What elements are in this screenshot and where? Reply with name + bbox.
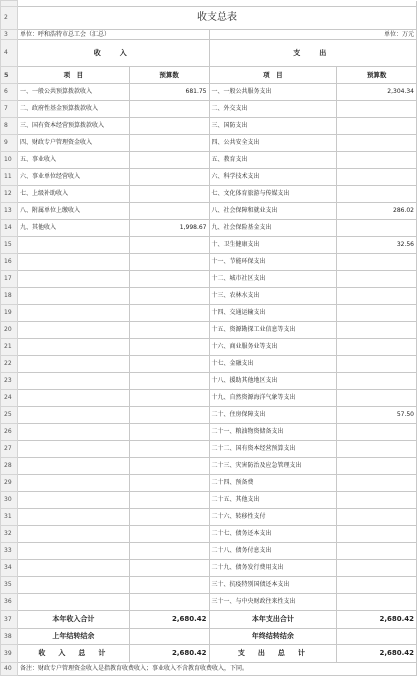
income-amount: 1,998.67 xyxy=(129,220,209,237)
expense-amount xyxy=(337,492,417,509)
expense-amount xyxy=(337,526,417,543)
expense-amount xyxy=(337,390,417,407)
expense-item: 十五、资源勘探工业信息等支出 xyxy=(209,322,337,339)
expense-amount-header: 预算数 xyxy=(337,67,417,84)
expense-item: 七、文化体育旅游与传媒支出 xyxy=(209,186,337,203)
row-number: 36 xyxy=(1,594,18,611)
income-amount xyxy=(129,577,209,594)
income-item xyxy=(17,475,129,492)
expense-item: 年终结转结余 xyxy=(209,629,337,645)
income-item: 本年收入合计 xyxy=(17,611,129,629)
income-amount xyxy=(129,203,209,220)
expense-item: 一、一般公共服务支出 xyxy=(209,84,337,101)
income-amount xyxy=(129,441,209,458)
income-item xyxy=(17,543,129,560)
expense-header: 支 出 xyxy=(209,40,417,67)
table-row xyxy=(1,356,417,373)
row-number: 7 xyxy=(1,101,18,118)
table-row xyxy=(1,441,417,458)
row-number: 32 xyxy=(1,526,18,543)
row-number: 35 xyxy=(1,577,18,594)
income-amount xyxy=(129,135,209,152)
expense-item: 十三、农林水支出 xyxy=(209,288,337,305)
expense-amount xyxy=(337,543,417,560)
table-row xyxy=(1,543,417,560)
expense-item: 二十四、预备费 xyxy=(209,475,337,492)
table-row xyxy=(1,220,417,237)
row-number: 10 xyxy=(1,152,18,169)
table-row xyxy=(1,475,417,492)
expense-amount xyxy=(337,135,417,152)
expense-amount xyxy=(337,577,417,594)
income-amount: 2,680.42 xyxy=(129,645,209,663)
table-row xyxy=(1,407,417,424)
row-number: 11 xyxy=(1,169,18,186)
unit-right: 单位：万元 xyxy=(209,30,417,40)
column-header-row xyxy=(1,67,417,84)
table-row xyxy=(1,203,417,220)
row-number: 39 xyxy=(1,645,18,663)
income-item xyxy=(17,356,129,373)
income-amount xyxy=(129,629,209,645)
table-row xyxy=(1,169,417,186)
income-amount xyxy=(129,526,209,543)
income-item xyxy=(17,526,129,543)
expense-item: 十、卫生健康支出 xyxy=(209,237,337,254)
row-number: 33 xyxy=(1,543,18,560)
row-number: 14 xyxy=(1,220,18,237)
income-amount xyxy=(129,390,209,407)
income-amount xyxy=(129,356,209,373)
income-item xyxy=(17,424,129,441)
income-item: 七、上级补助收入 xyxy=(17,186,129,203)
group-header-row xyxy=(1,40,417,67)
income-item xyxy=(17,492,129,509)
income-item xyxy=(17,577,129,594)
table-row xyxy=(1,339,417,356)
income-item xyxy=(17,441,129,458)
table-row xyxy=(1,118,417,135)
table-row xyxy=(1,237,417,254)
expense-item: 九、社会保险基金支出 xyxy=(209,220,337,237)
table-row xyxy=(1,577,417,594)
table-row xyxy=(1,373,417,390)
expense-amount xyxy=(337,305,417,322)
expense-item: 六、科学技术支出 xyxy=(209,169,337,186)
income-item xyxy=(17,254,129,271)
table-row xyxy=(1,271,417,288)
income-amount xyxy=(129,594,209,611)
row-number: 19 xyxy=(1,305,18,322)
expense-amount xyxy=(337,271,417,288)
income-header: 收 入 xyxy=(17,40,209,67)
expense-item: 八、社会保障和就业支出 xyxy=(209,203,337,220)
row-number: 4 xyxy=(1,40,18,67)
income-item xyxy=(17,339,129,356)
expense-amount xyxy=(337,118,417,135)
expense-amount xyxy=(337,220,417,237)
expense-item: 二十八、债务付息支出 xyxy=(209,543,337,560)
title-row xyxy=(1,7,417,30)
expense-amount xyxy=(337,101,417,118)
income-item xyxy=(17,271,129,288)
row-number: 8 xyxy=(1,118,18,135)
income-item xyxy=(17,594,129,611)
expense-item: 二十、住房保障支出 xyxy=(209,407,337,424)
row-number: 3 xyxy=(1,30,18,40)
expense-amount xyxy=(337,458,417,475)
income-item xyxy=(17,373,129,390)
table-row xyxy=(1,101,417,118)
expense-item: 二十三、灾害防治及应急管理支出 xyxy=(209,458,337,475)
row-number: 15 xyxy=(1,237,18,254)
income-amount xyxy=(129,271,209,288)
income-item: 上年结转结余 xyxy=(17,629,129,645)
expense-amount xyxy=(337,475,417,492)
income-amount xyxy=(129,509,209,526)
row-number: 12 xyxy=(1,186,18,203)
total-row xyxy=(1,645,417,663)
expense-amount: 2,304.34 xyxy=(337,84,417,101)
income-item: 收 入 总 计 xyxy=(17,645,129,663)
expense-item-header: 项 目 xyxy=(209,67,337,84)
row-number: 37 xyxy=(1,611,18,629)
income-item xyxy=(17,407,129,424)
expense-amount: 286.02 xyxy=(337,203,417,220)
income-amount xyxy=(129,305,209,322)
income-amount-header: 预算数 xyxy=(129,67,209,84)
table-row xyxy=(1,84,417,101)
row-number: 34 xyxy=(1,560,18,577)
income-item xyxy=(17,322,129,339)
row-number: 38 xyxy=(1,629,18,645)
footnote: 备注：财政专户管理资金收入是指教育收费收入；事业收入不含教育收费收入，下同。 xyxy=(17,663,416,676)
expense-item: 二十二、国有资本经营预算支出 xyxy=(209,441,337,458)
expense-amount xyxy=(337,169,417,186)
row-number: 20 xyxy=(1,322,18,339)
expense-item: 二十一、粮油物资储备支出 xyxy=(209,424,337,441)
row-number: 21 xyxy=(1,339,18,356)
expense-item: 十七、金融支出 xyxy=(209,356,337,373)
expense-item: 支 出 总 计 xyxy=(209,645,337,663)
expense-amount: 2,680.42 xyxy=(337,611,417,629)
row-number: 26 xyxy=(1,424,18,441)
expense-item: 二十七、债务还本支出 xyxy=(209,526,337,543)
expense-amount xyxy=(337,560,417,577)
table-row xyxy=(1,152,417,169)
expense-amount xyxy=(337,629,417,645)
income-amount xyxy=(129,254,209,271)
expense-amount xyxy=(337,322,417,339)
income-amount xyxy=(129,560,209,577)
expense-item: 十九、自然资源海洋气象等支出 xyxy=(209,390,337,407)
income-amount: 681.75 xyxy=(129,84,209,101)
income-amount xyxy=(129,373,209,390)
row-number: 2 xyxy=(1,7,18,30)
income-amount xyxy=(129,475,209,492)
row-number: 25 xyxy=(1,407,18,424)
row-number: 30 xyxy=(1,492,18,509)
note-row xyxy=(1,663,417,676)
row-number: 17 xyxy=(1,271,18,288)
expense-item: 四、公共安全支出 xyxy=(209,135,337,152)
expense-amount xyxy=(337,373,417,390)
expense-amount xyxy=(337,186,417,203)
page-title: 收支总表 xyxy=(17,7,416,30)
expense-item: 二、外交支出 xyxy=(209,101,337,118)
income-item: 四、财政专户管理资金收入 xyxy=(17,135,129,152)
unit-left: 单位：呼和浩特市总工会（汇总） xyxy=(17,30,209,40)
row-number: 9 xyxy=(1,135,18,152)
row-number: 28 xyxy=(1,458,18,475)
table-row xyxy=(1,492,417,509)
expense-item: 二十五、其他支出 xyxy=(209,492,337,509)
table-row xyxy=(1,390,417,407)
income-amount xyxy=(129,118,209,135)
income-item xyxy=(17,390,129,407)
expense-item: 二十六、转移性支付 xyxy=(209,509,337,526)
table-row xyxy=(1,509,417,526)
income-amount xyxy=(129,288,209,305)
income-amount xyxy=(129,424,209,441)
table-row xyxy=(1,424,417,441)
row-number: 22 xyxy=(1,356,18,373)
table-row xyxy=(1,526,417,543)
expense-amount: 32.56 xyxy=(337,237,417,254)
expense-item: 三十一、与中央财政往来性支出 xyxy=(209,594,337,611)
expense-amount: 2,680.42 xyxy=(337,645,417,663)
income-item xyxy=(17,458,129,475)
expense-amount xyxy=(337,288,417,305)
unit-row xyxy=(1,30,417,40)
expense-item: 二十九、债务发行费用支出 xyxy=(209,560,337,577)
expense-item: 五、教育支出 xyxy=(209,152,337,169)
table-row xyxy=(1,288,417,305)
income-item xyxy=(17,237,129,254)
income-amount xyxy=(129,101,209,118)
expense-amount xyxy=(337,509,417,526)
table-row xyxy=(1,186,417,203)
table-row xyxy=(1,135,417,152)
expense-amount xyxy=(337,254,417,271)
row-number: 23 xyxy=(1,373,18,390)
income-item-header: 项 目 xyxy=(17,67,129,84)
income-item xyxy=(17,288,129,305)
row-number: 29 xyxy=(1,475,18,492)
table-row xyxy=(1,305,417,322)
expense-amount: 57.50 xyxy=(337,407,417,424)
income-amount xyxy=(129,543,209,560)
income-amount xyxy=(129,339,209,356)
row-number: 31 xyxy=(1,509,18,526)
expense-item: 十六、商业服务业等支出 xyxy=(209,339,337,356)
row-number: 24 xyxy=(1,390,18,407)
table-row xyxy=(1,594,417,611)
row-number: 27 xyxy=(1,441,18,458)
income-item: 二、政府性基金预算拨款收入 xyxy=(17,101,129,118)
row-number: 18 xyxy=(1,288,18,305)
expense-item: 十二、城市社区支出 xyxy=(209,271,337,288)
income-amount xyxy=(129,458,209,475)
income-amount xyxy=(129,169,209,186)
income-item: 八、附属单位上缴收入 xyxy=(17,203,129,220)
income-item: 六、事业单位经营收入 xyxy=(17,169,129,186)
income-amount xyxy=(129,322,209,339)
expense-item: 十八、援助其他地区支出 xyxy=(209,373,337,390)
income-item: 三、国有资本经营预算拨款收入 xyxy=(17,118,129,135)
row-number: 16 xyxy=(1,254,18,271)
table-row xyxy=(1,560,417,577)
row-number: 6 xyxy=(1,84,18,101)
total-row xyxy=(1,611,417,629)
income-item xyxy=(17,509,129,526)
expense-amount xyxy=(337,339,417,356)
expense-item: 三、国防支出 xyxy=(209,118,337,135)
income-amount xyxy=(129,186,209,203)
expense-item: 本年支出合计 xyxy=(209,611,337,629)
expense-amount xyxy=(337,594,417,611)
income-item: 五、事业收入 xyxy=(17,152,129,169)
row-number: 5 xyxy=(1,67,18,84)
income-amount xyxy=(129,407,209,424)
expense-amount xyxy=(337,441,417,458)
expense-amount xyxy=(337,424,417,441)
income-amount xyxy=(129,492,209,509)
expense-amount xyxy=(337,152,417,169)
expense-amount xyxy=(337,356,417,373)
table-row xyxy=(1,458,417,475)
total-row xyxy=(1,629,417,645)
income-amount xyxy=(129,152,209,169)
table-row xyxy=(1,322,417,339)
income-item xyxy=(17,305,129,322)
expense-item: 十一、节能环保支出 xyxy=(209,254,337,271)
row-number: 40 xyxy=(1,663,18,676)
income-amount: 2,680.42 xyxy=(129,611,209,629)
income-item: 一、一般公共预算拨款收入 xyxy=(17,84,129,101)
table-row xyxy=(1,254,417,271)
row-number: 13 xyxy=(1,203,18,220)
expense-item: 十四、交通运输支出 xyxy=(209,305,337,322)
income-item xyxy=(17,560,129,577)
income-item: 九、其他收入 xyxy=(17,220,129,237)
expense-item: 三十、抗疫特别国债还本支出 xyxy=(209,577,337,594)
income-amount xyxy=(129,237,209,254)
